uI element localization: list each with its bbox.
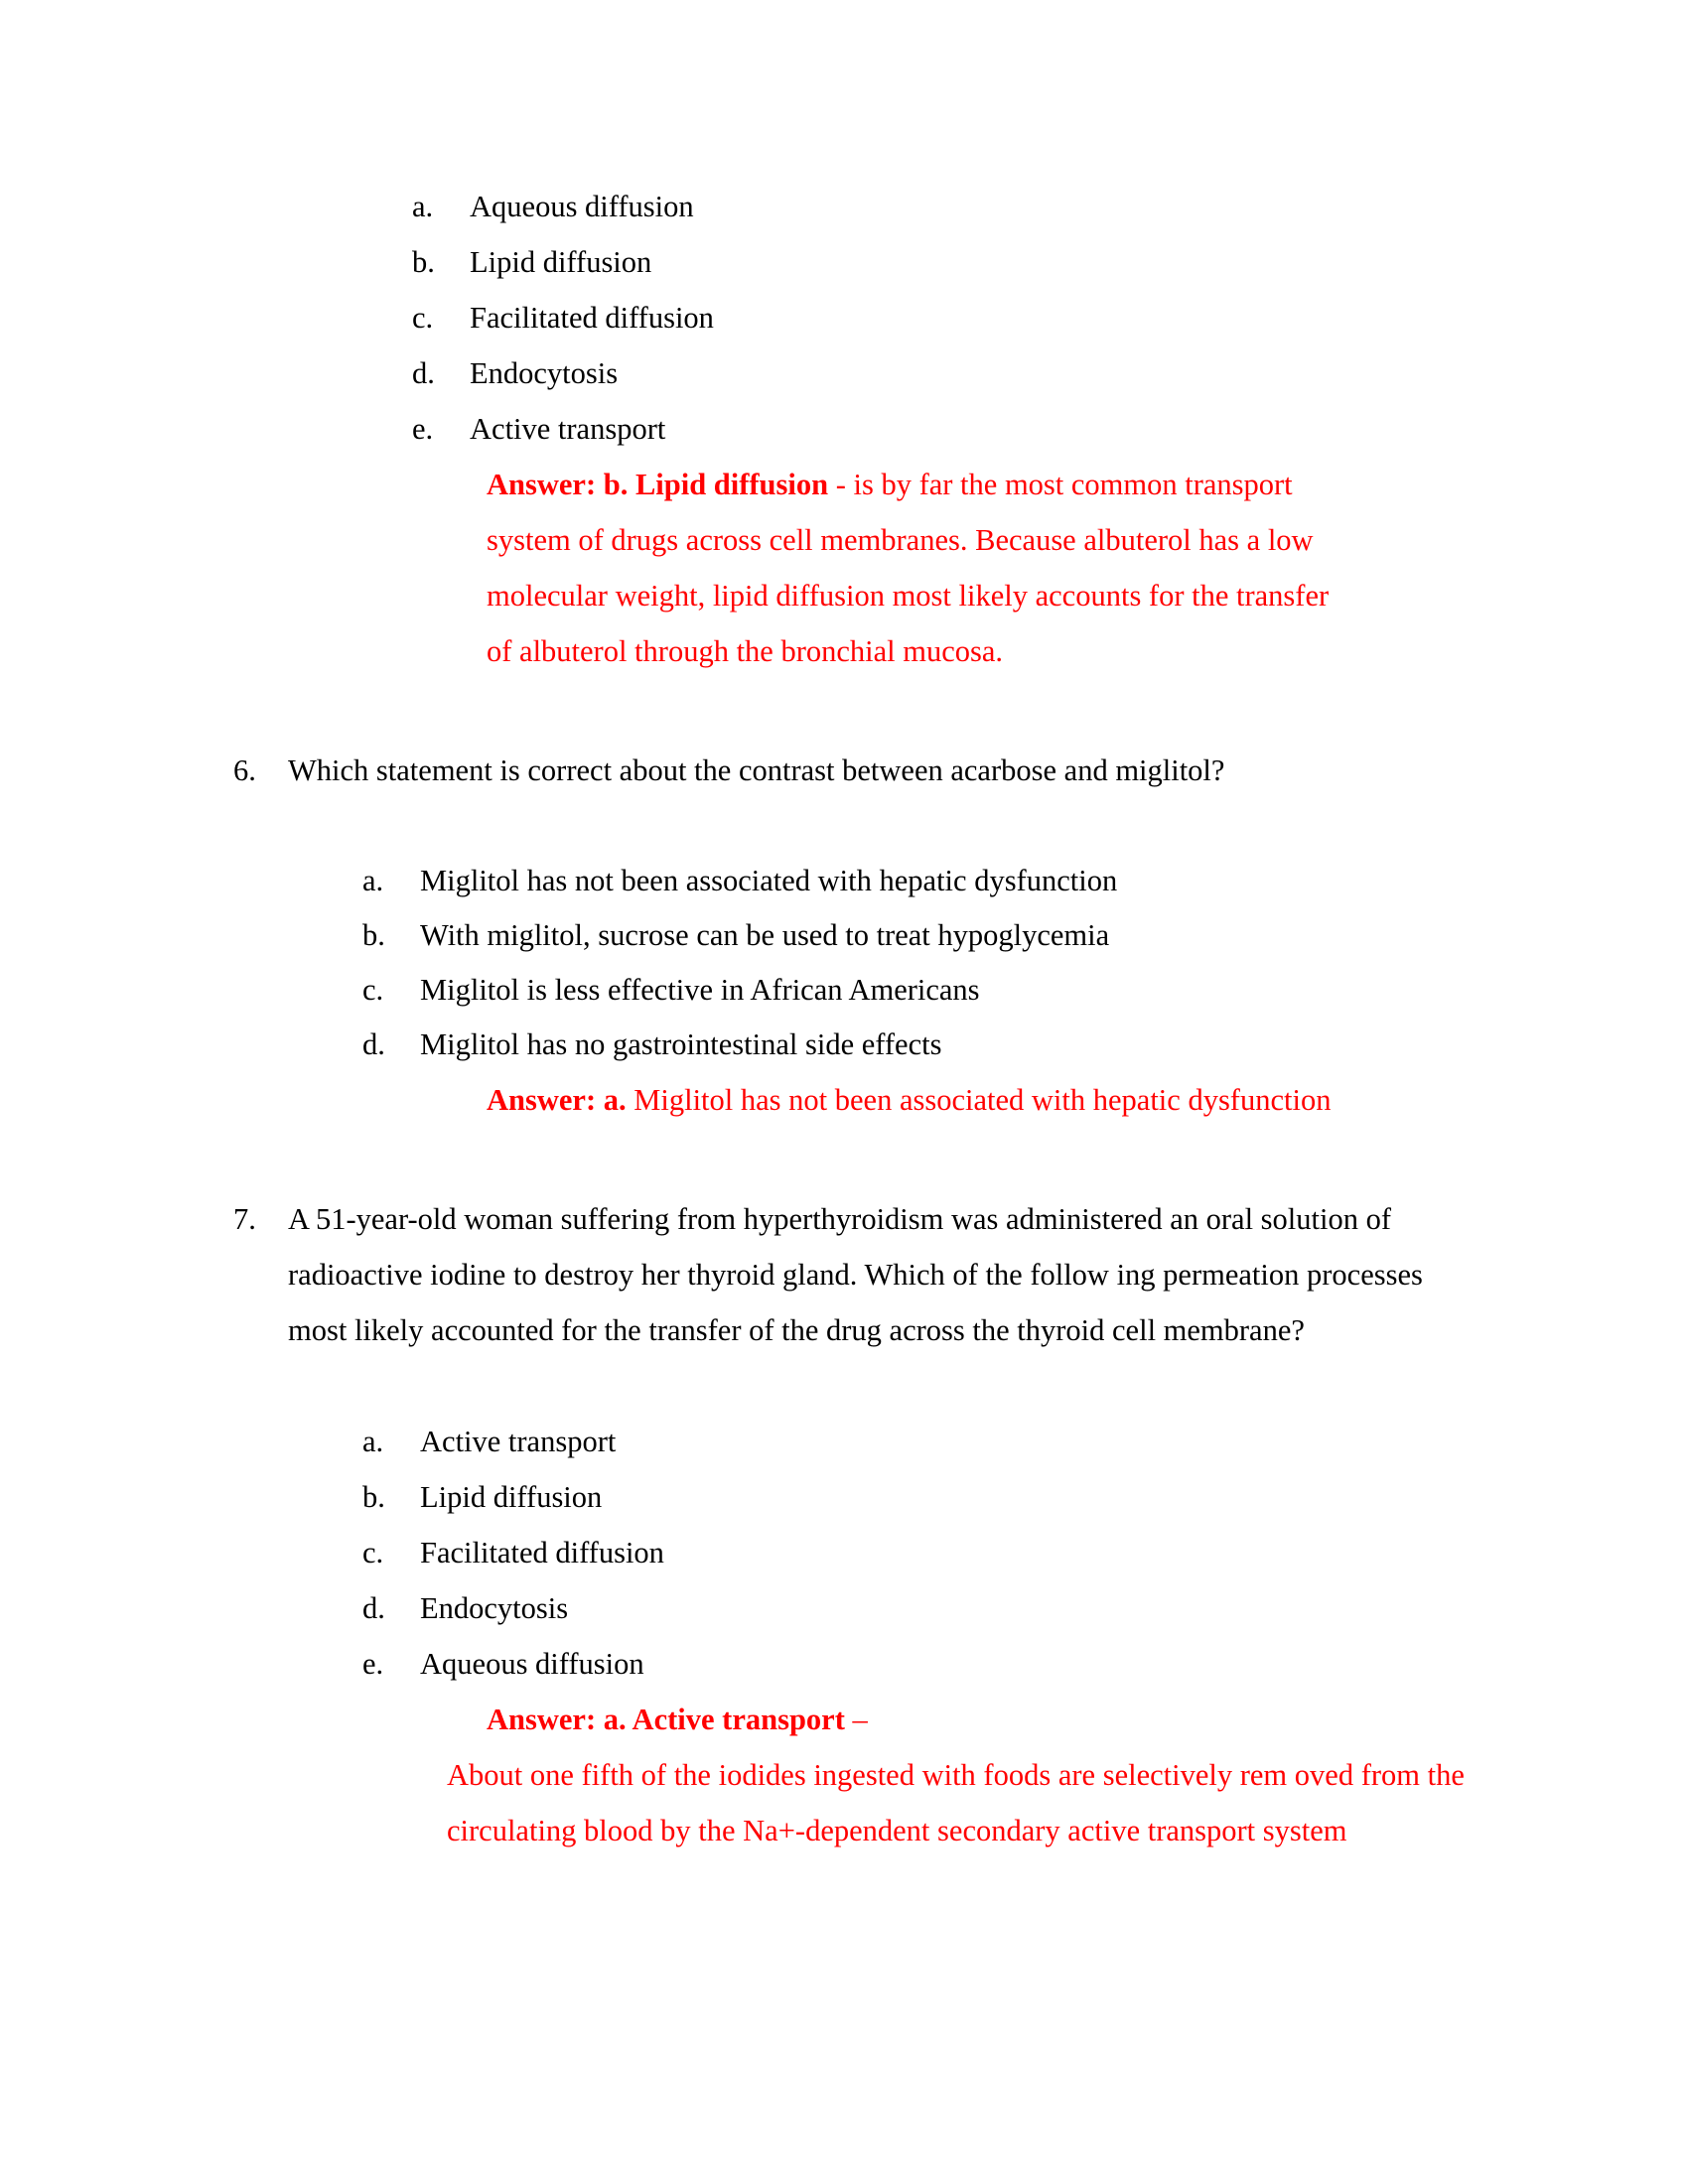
list-item xyxy=(362,1414,1470,1469)
option-letter: b. xyxy=(362,1480,385,1514)
answer-dash: – xyxy=(844,1703,868,1736)
answer-label: Answer: a. Active transport xyxy=(487,1703,845,1736)
question-text: Which statement is correct about the contrast between acarbose and miglitol? xyxy=(288,753,1225,787)
list-item xyxy=(412,401,1470,457)
option-letter: e. xyxy=(412,412,434,446)
option-letter: e. xyxy=(362,1647,384,1681)
option-text: Aqueous diffusion xyxy=(470,190,694,223)
question6-answer xyxy=(487,1072,1470,1128)
answer-body: Miglitol has not been associated with hepatic dysfunction xyxy=(626,1083,1332,1117)
question7-answer-body: About one fifth of the iodides ingested with foods are selectively rem oved from the circulating blood by the Na+-dependent secondary active transport system xyxy=(447,1758,1465,1847)
option-letter: d. xyxy=(412,356,435,390)
option-text: Facilitated diffusion xyxy=(420,1536,664,1570)
question-number: 6. xyxy=(233,753,256,787)
option-text: With miglitol, sucrose can be used to treat hypoglycemia xyxy=(420,918,1110,952)
option-letter: d. xyxy=(362,1591,385,1625)
question5-answer xyxy=(487,457,1360,679)
spacer xyxy=(318,1128,1470,1191)
question6-options-list xyxy=(362,854,1470,1072)
question7-options-list xyxy=(362,1414,1470,1692)
option-letter: c. xyxy=(362,973,384,1007)
option-letter: b. xyxy=(362,918,385,952)
option-letter: c. xyxy=(412,301,434,335)
option-text: Lipid diffusion xyxy=(420,1480,603,1514)
answer-label: Answer: a. xyxy=(487,1083,627,1117)
option-text: Endocytosis xyxy=(470,356,619,390)
question-number: 7. xyxy=(233,1202,256,1236)
list-item xyxy=(362,963,1470,1018)
answer-body: - is by far the most common transport system of drugs across cell membranes. Because albuterol has a low molecular weight, lipid diffusion most likely accounts for the transfer of albuterol through the bronchial mucosa. xyxy=(487,468,1330,668)
option-text: Active transport xyxy=(470,412,666,446)
option-letter: a. xyxy=(412,190,434,223)
spacer xyxy=(318,798,1470,854)
option-text: Miglitol has not been associated with hepatic dysfunction xyxy=(420,864,1118,897)
list-item xyxy=(412,179,1470,234)
option-letter: a. xyxy=(362,1425,384,1458)
list-item xyxy=(412,234,1470,290)
list-item xyxy=(412,345,1470,401)
question-6 xyxy=(233,743,1470,798)
option-text: Aqueous diffusion xyxy=(420,1647,644,1681)
list-item xyxy=(362,1636,1470,1692)
option-text: Active transport xyxy=(420,1425,617,1458)
question-7 xyxy=(233,1191,1470,1358)
option-letter: d. xyxy=(362,1027,385,1061)
option-letter: a. xyxy=(362,864,384,897)
spacer xyxy=(318,679,1470,743)
option-text: Endocytosis xyxy=(420,1591,569,1625)
list-item xyxy=(362,854,1470,908)
list-item xyxy=(362,908,1470,963)
option-text: Miglitol is less effective in African Americans xyxy=(420,973,980,1007)
list-item xyxy=(412,290,1470,345)
answer-label: Answer: b. Lipid diffusion xyxy=(487,468,829,501)
question7-answer-heading xyxy=(487,1692,1470,1747)
list-item xyxy=(362,1525,1470,1580)
option-text: Facilitated diffusion xyxy=(470,301,714,335)
option-letter: b. xyxy=(412,245,435,279)
spacer xyxy=(318,1358,1470,1414)
list-item xyxy=(362,1469,1470,1525)
list-item xyxy=(362,1580,1470,1636)
option-text: Lipid diffusion xyxy=(470,245,652,279)
question-text: A 51-year-old woman suffering from hyperthyroidism was administered an oral solution of radioactive iodine to destroy her thyroid gland. Which of the follow ing permeation processes most likely accounted for the transfer of the drug across the thyroid cell membrane? xyxy=(288,1202,1423,1347)
list-item xyxy=(362,1018,1470,1072)
option-text: Miglitol has no gastrointestinal side effects xyxy=(420,1027,942,1061)
question5-options-list xyxy=(412,179,1470,457)
page-content xyxy=(233,179,1470,1858)
option-letter: c. xyxy=(362,1536,384,1570)
